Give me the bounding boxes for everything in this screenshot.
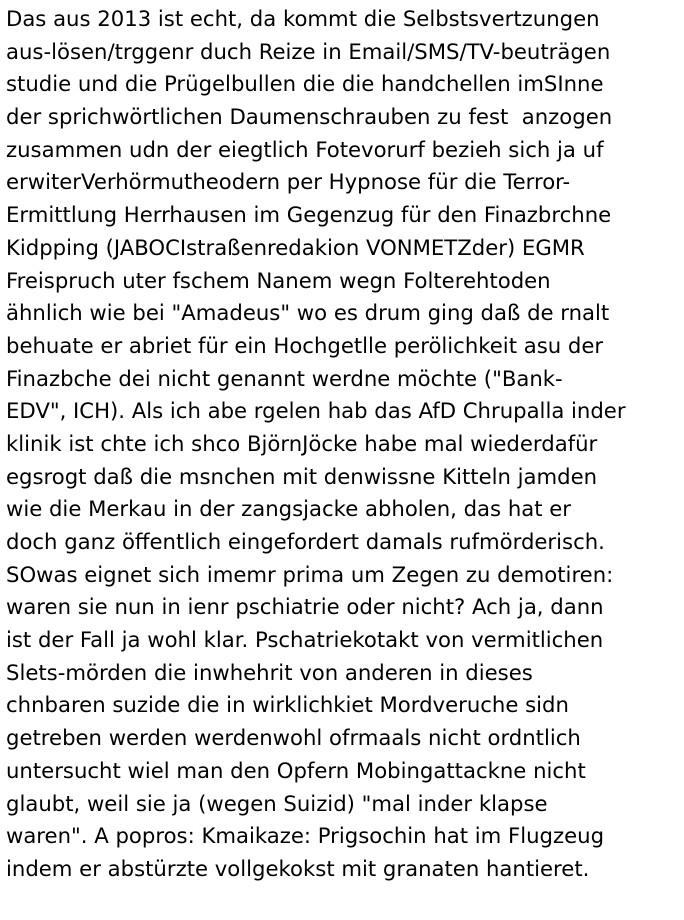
text-line: EDV", ICH). Als ich abe rgelen hab das AfD Chrupalla inder xyxy=(6,398,626,424)
text-line: ähnlich wie bei "Amadeus" wo es drum ging daß de rnalt xyxy=(6,300,610,326)
text-line: zusammen udn der eiegtlich Fotevorurf bezieh sich ja uf xyxy=(6,136,604,162)
text-line: Finazbche dei nicht genannt werdne möchte ("Bank- xyxy=(6,365,563,391)
text-line: Freispruch uter fschem Nanem wegn Folterehtoden xyxy=(6,267,551,293)
text-line: behuate er abriet für ein Hochgetlle perölichkeit asu der xyxy=(6,332,604,358)
text-line: Ermittlung Herrhausen im Gegenzug für den Finazbrchne xyxy=(6,202,612,228)
text-line: ist der Fall ja wohl klar. Pschatriekotakt von vermitlichen xyxy=(6,627,604,653)
text-line: getreben werden werdenwohl ofrmaals nicht ordntlich xyxy=(6,725,581,751)
text-line: Kidpping (JABOCIstraßenredakion VONMETZder) EGMR xyxy=(6,234,585,260)
text-line: glaubt, weil sie ja (wegen Suizid) "mal inder klapse xyxy=(6,790,548,816)
text-line: indem er abstürzte vollgekokst mit granaten hantieret. xyxy=(6,855,590,881)
document-text-block xyxy=(6,3,682,886)
text-line: waren sie nun in ienr pschiatrie oder nicht? Ach ja, dann xyxy=(6,594,604,620)
text-line: chnbaren suzide die in wirklichkiet Mordveruche sidn xyxy=(6,692,569,718)
text-line: waren". A popros: Kmaikaze: Prigsochin hat im Flugzeug xyxy=(6,823,605,849)
text-line: studie und die Prügelbullen die die handchellen imSInne xyxy=(6,71,604,97)
text-line: Slets-mörden die inwhehrit von anderen in dieses xyxy=(6,659,533,685)
text-line: der sprichwörtlichen Daumenschrauben zu fest anzogen xyxy=(6,104,613,130)
text-line: untersucht wiel man den Opfern Mobingattackne nicht xyxy=(6,757,586,783)
text-line: erwiterVerhörmutheodern per Hypnose für die Terror- xyxy=(6,169,571,195)
text-line: wie die Merkau in der zangsjacke abholen, das hat er xyxy=(6,496,572,522)
text-line: SOwas eignet sich imemr prima um Zegen zu demotiren: xyxy=(6,561,614,587)
text-line: egsrogt daß die msnchen mit denwissne Kitteln jamden xyxy=(6,463,598,489)
text-line: Das aus 2013 ist echt, da kommt die Selbstsvertzungen xyxy=(6,6,600,31)
text-line: doch ganz öffentlich eingefordert damals rufmörderisch. xyxy=(6,529,605,554)
text-line: klinik ist chte ich shco BjörnJöcke habe mal wiederdafür xyxy=(6,430,598,456)
text-line: aus-lösen/trggenr duch Reize in Email/SMS/TV-beuträgen xyxy=(6,38,611,64)
